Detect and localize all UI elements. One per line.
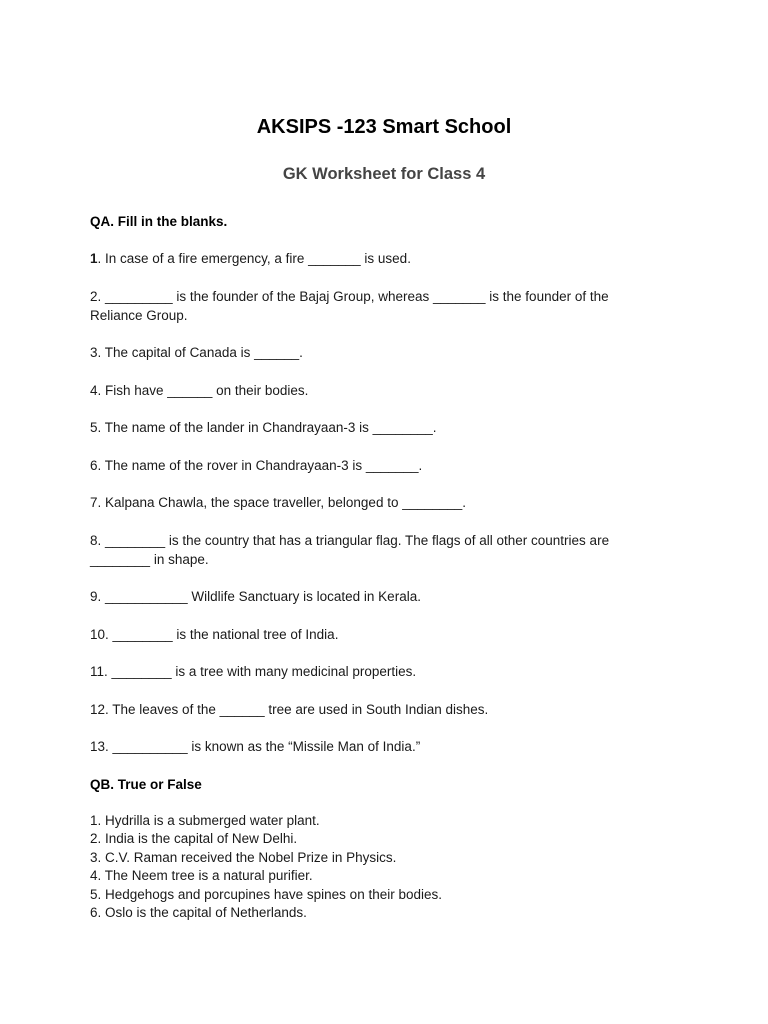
question-text: 2. _________ is the founder of the Bajaj Group, whereas _______ is the founder of the Reliance Group. [90,288,609,323]
fill-blanks-list [90,249,650,756]
question-item [90,625,650,644]
question-text: 6. The name of the rover in Chandrayaan-3 is _______. [90,457,423,473]
question-text: 5. The name of the lander in Chandrayaan-3 is ________. [90,420,437,435]
question-item [90,456,650,475]
question-number: 1 [90,251,98,266]
question-item [90,249,650,268]
statement-item: 2. India is the capital of New Delhi. [90,831,298,847]
question-item [90,381,650,400]
question-item [90,737,650,756]
school-title: AKSIPS -123 Smart School [256,116,512,138]
question-item [90,662,650,681]
question-item [90,531,650,569]
statement-item: 4. The Neem tree is a natural purifier. [90,868,313,884]
question-text: 12. The leaves of the ______ tree are used in South Indian dishes. [90,701,489,717]
question-text: 3. The capital of Canada is ______. [90,345,303,360]
question-item [90,343,650,362]
question-item [90,700,650,719]
question-text: . In case of a fire emergency, a fire _______ is used. [97,251,411,266]
section-a-heading: QA. Fill in the blanks. [90,214,228,229]
question-item [90,587,650,606]
statement-item: 1. Hydrilla is a submerged water plant. [90,812,320,828]
statement-item: 5. Hedgehogs and porcupines have spines on their bodies. [90,886,442,902]
question-text: 13. __________ is known as the “Missile Man of India.” [90,739,421,754]
question-text: 8. ________ is the country that has a triangular flag. The flags of all other countries are ________ in shape. [90,532,610,567]
true-false-list [90,812,650,924]
question-item [90,418,650,437]
section-b-heading: QB. True or False [90,776,202,792]
question-item [90,287,650,325]
question-item [90,493,650,512]
statement-item: 6. Oslo is the capital of Netherlands. [90,905,307,921]
worksheet-title: GK Worksheet for Class 4 [282,165,486,183]
worksheet-content [90,212,650,923]
question-text: 7. Kalpana Chawla, the space traveller, belonged to ________. [90,495,467,510]
statement-item: 3. C.V. Raman received the Nobel Prize in Physics. [90,849,397,865]
question-text: 11. ________ is a tree with many medicinal properties. [90,664,417,679]
question-text: 4. Fish have ______ on their bodies. [90,382,309,398]
question-text: 9. ___________ Wildlife Sanctuary is located in Kerala. [90,589,421,604]
question-text: 10. ________ is the national tree of India. [90,626,339,642]
